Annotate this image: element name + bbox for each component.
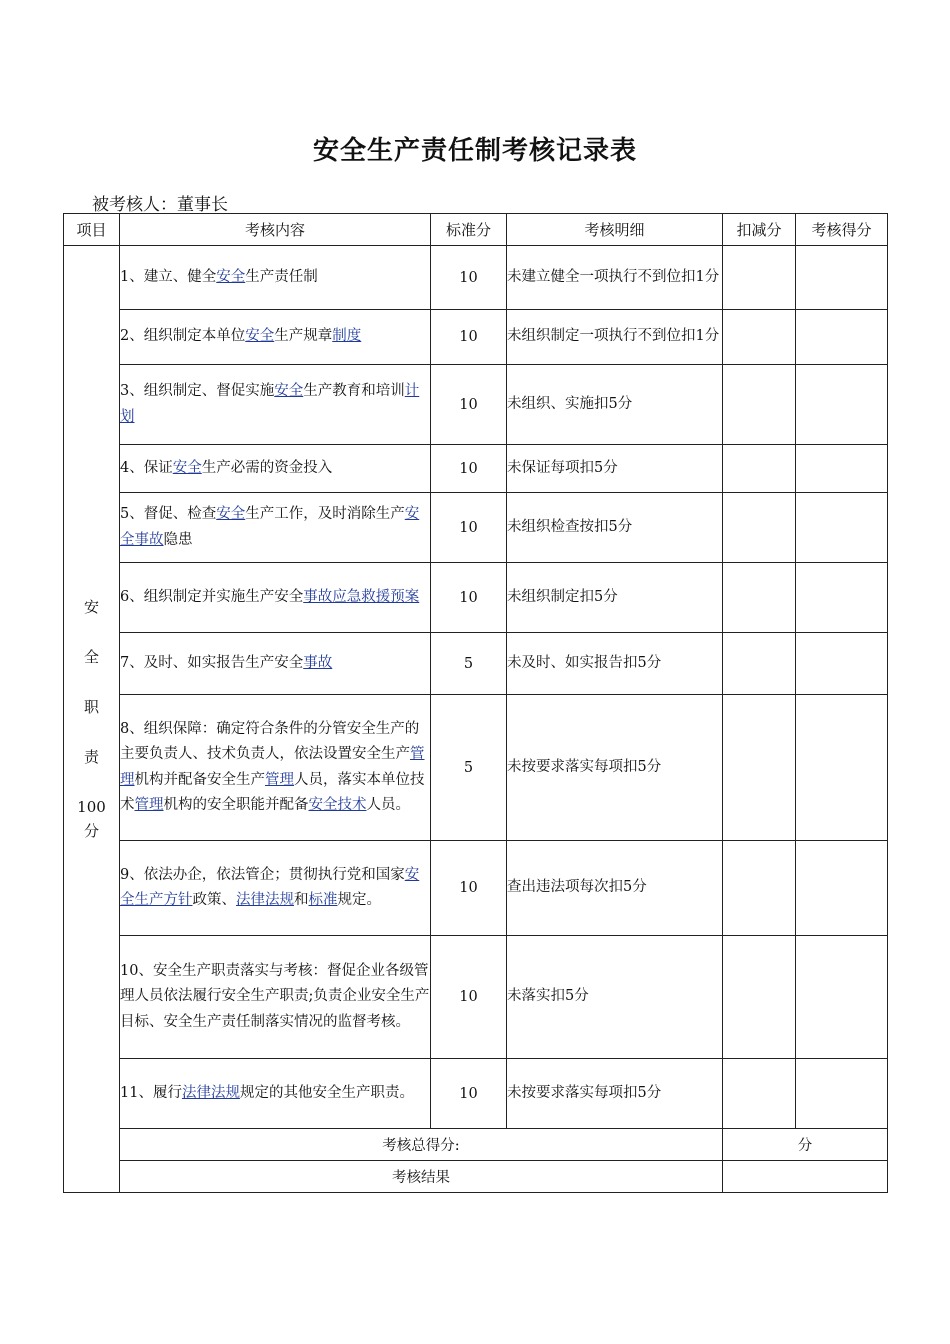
content-cell <box>120 841 431 936</box>
content-link[interactable]: 事故 <box>303 654 333 671</box>
content-text: 规定。 <box>337 892 381 908</box>
content-link[interactable]: 管理 <box>120 746 425 788</box>
standard-score-cell: 10 <box>431 563 507 633</box>
assessment-table <box>63 213 888 1193</box>
content-text: 9、依法办企，依法管企；贯彻执行党和国家 <box>120 866 405 883</box>
content-cell <box>120 493 431 563</box>
content-link[interactable]: 事故应急救援预案 <box>303 588 420 605</box>
deduction-cell[interactable] <box>723 841 796 936</box>
detail-cell: 未组织、实施扣5分 <box>507 365 723 445</box>
content-cell <box>120 246 431 310</box>
deduction-cell[interactable] <box>723 633 796 695</box>
content-link[interactable]: 制度 <box>332 328 362 345</box>
score-cell[interactable] <box>796 310 888 365</box>
table-row <box>64 841 888 936</box>
content-link[interactable]: 安全 <box>274 383 304 399</box>
detail-cell: 未建立健全一项执行不到位扣1分 <box>507 246 723 310</box>
score-cell[interactable] <box>796 563 888 633</box>
content-link[interactable]: 安全事故 <box>120 506 420 548</box>
standard-score-cell: 10 <box>431 365 507 445</box>
content-link[interactable]: 法律法规 <box>181 1084 240 1101</box>
table-row <box>64 1059 888 1129</box>
content-text: 10、安全生产职责落实与考核：督促企业各级管理人员依法履行安全生产职责;负责企业安全生产目标、安全生产责任制落实情况的监督考核。 <box>120 962 430 1030</box>
result-label: 考核结果 <box>120 1161 723 1193</box>
score-cell[interactable] <box>796 1059 888 1129</box>
score-cell[interactable] <box>796 841 888 936</box>
content-link[interactable]: 计划 <box>120 383 420 425</box>
deduction-cell[interactable] <box>723 936 796 1059</box>
content-cell <box>120 936 431 1059</box>
content-text: 规定的其他安全生产职责。 <box>239 1084 414 1101</box>
standard-score-cell: 10 <box>431 310 507 365</box>
table-row <box>64 493 888 563</box>
content-text: 政策、 <box>192 892 236 908</box>
category-char: 职 <box>83 698 99 716</box>
content-link[interactable]: 安全 <box>172 459 202 476</box>
standard-score-cell: 10 <box>431 1059 507 1129</box>
standard-score-cell: 10 <box>431 493 507 563</box>
content-link[interactable]: 管理 <box>134 797 164 813</box>
content-text: 生产责任制 <box>245 268 318 285</box>
standard-score-cell: 5 <box>431 695 507 841</box>
table-row <box>64 936 888 1059</box>
result-field[interactable] <box>723 1161 888 1193</box>
total-row <box>64 1129 888 1161</box>
score-cell[interactable] <box>796 936 888 1059</box>
content-text: 生产教育和培训 <box>303 383 405 399</box>
deduction-cell[interactable] <box>723 246 796 310</box>
category-char: 全 <box>83 648 99 666</box>
score-cell[interactable] <box>796 246 888 310</box>
standard-score-cell: 5 <box>431 633 507 695</box>
deduction-cell[interactable] <box>723 493 796 563</box>
content-cell <box>120 445 431 493</box>
content-cell <box>120 695 431 841</box>
table-row <box>64 310 888 365</box>
score-cell[interactable] <box>796 633 888 695</box>
standard-score-cell: 10 <box>431 841 507 936</box>
content-link[interactable]: 安全生产方针 <box>120 866 420 908</box>
deduction-cell[interactable] <box>723 1059 796 1129</box>
content-text: 和 <box>294 892 309 908</box>
content-cell <box>120 633 431 695</box>
standard-score-cell: 10 <box>431 936 507 1059</box>
score-cell[interactable] <box>796 365 888 445</box>
category-char: 分 <box>83 822 99 840</box>
detail-cell: 未组织制定扣5分 <box>507 563 723 633</box>
score-cell[interactable] <box>796 493 888 563</box>
detail-cell: 未按要求落实每项扣5分 <box>507 695 723 841</box>
content-text: 6、组织制定并实施生产安全 <box>120 588 304 605</box>
detail-cell: 未组织检查按扣5分 <box>507 493 723 563</box>
category-char: 安 <box>83 598 99 616</box>
content-text: 1、建立、健全 <box>120 268 217 285</box>
result-row <box>64 1161 888 1193</box>
standard-score-cell: 10 <box>431 246 507 310</box>
table-row <box>64 633 888 695</box>
table-row <box>64 365 888 445</box>
content-text: 隐患 <box>163 531 193 548</box>
content-text: 人员。 <box>366 797 410 813</box>
content-text: 机构的安全职能并配备 <box>163 797 309 813</box>
content-cell <box>120 365 431 445</box>
header-row <box>64 214 888 246</box>
content-cell <box>120 310 431 365</box>
deduction-cell[interactable] <box>723 695 796 841</box>
score-cell[interactable] <box>796 445 888 493</box>
content-text: 生产必需的资金投入 <box>201 459 333 476</box>
table-row <box>64 246 888 310</box>
category-cell <box>64 246 120 1193</box>
header-item: 项目 <box>64 214 120 246</box>
content-text: 8、组织保障：确定符合条件的分管安全生产的主要负责人、技术负责人，依法设置安全生产 <box>120 720 420 762</box>
content-link[interactable]: 安全 <box>216 506 246 522</box>
content-cell <box>120 563 431 633</box>
table-row <box>64 563 888 633</box>
content-link[interactable]: 法律法规 <box>236 892 294 908</box>
content-link[interactable]: 标准 <box>308 892 338 908</box>
content-text: 7、及时、如实报告生产安全 <box>120 654 304 671</box>
content-link[interactable]: 管理 <box>265 771 294 788</box>
detail-cell: 未保证每项扣5分 <box>507 445 723 493</box>
category-char: 100 <box>77 798 106 816</box>
table-row <box>64 445 888 493</box>
score-cell[interactable] <box>796 695 888 841</box>
detail-cell: 未按要求落实每项扣5分 <box>507 1059 723 1129</box>
content-text: 机构并配备安全生产 <box>134 771 265 788</box>
deduction-cell[interactable] <box>723 445 796 493</box>
deduction-cell[interactable] <box>723 310 796 365</box>
table-row <box>64 695 888 841</box>
content-link[interactable]: 安全 <box>216 268 246 285</box>
standard-score-cell: 10 <box>431 445 507 493</box>
header-deduction: 扣减分 <box>723 214 796 246</box>
content-text: 生产工作，及时消除生产 <box>245 506 405 522</box>
content-link[interactable]: 安全技术 <box>308 797 367 813</box>
detail-cell: 查出违法项每次扣5分 <box>507 841 723 936</box>
header-content: 考核内容 <box>120 214 431 246</box>
category-char: 责 <box>83 748 99 766</box>
deduction-cell[interactable] <box>723 365 796 445</box>
deduction-cell[interactable] <box>723 563 796 633</box>
total-label: 考核总得分: <box>120 1129 723 1161</box>
header-standard-score: 标准分 <box>431 214 507 246</box>
total-score-field[interactable]: 分 <box>723 1129 888 1161</box>
header-score: 考核得分 <box>796 214 888 246</box>
content-text: 11、履行 <box>120 1084 182 1101</box>
content-text: 5、督促、检查 <box>120 506 217 522</box>
detail-cell: 未组织制定一项执行不到位扣1分 <box>507 310 723 365</box>
examinee-label: 被考核人：董事长 <box>92 195 228 215</box>
content-text: 人员，落实本单位技术 <box>120 771 425 813</box>
content-text: 3、组织制定、督促实施 <box>120 383 275 399</box>
content-cell <box>120 1059 431 1129</box>
content-text: 生产规章 <box>274 328 333 345</box>
detail-cell: 未落实扣5分 <box>507 936 723 1059</box>
content-text: 2、组织制定本单位 <box>120 328 246 345</box>
page-title: 安全生产责任制考核记录表 <box>312 136 637 166</box>
header-detail: 考核明细 <box>507 214 723 246</box>
content-text: 4、保证 <box>120 459 173 476</box>
detail-cell: 未及时、如实报告扣5分 <box>507 633 723 695</box>
content-link[interactable]: 安全 <box>245 328 275 345</box>
